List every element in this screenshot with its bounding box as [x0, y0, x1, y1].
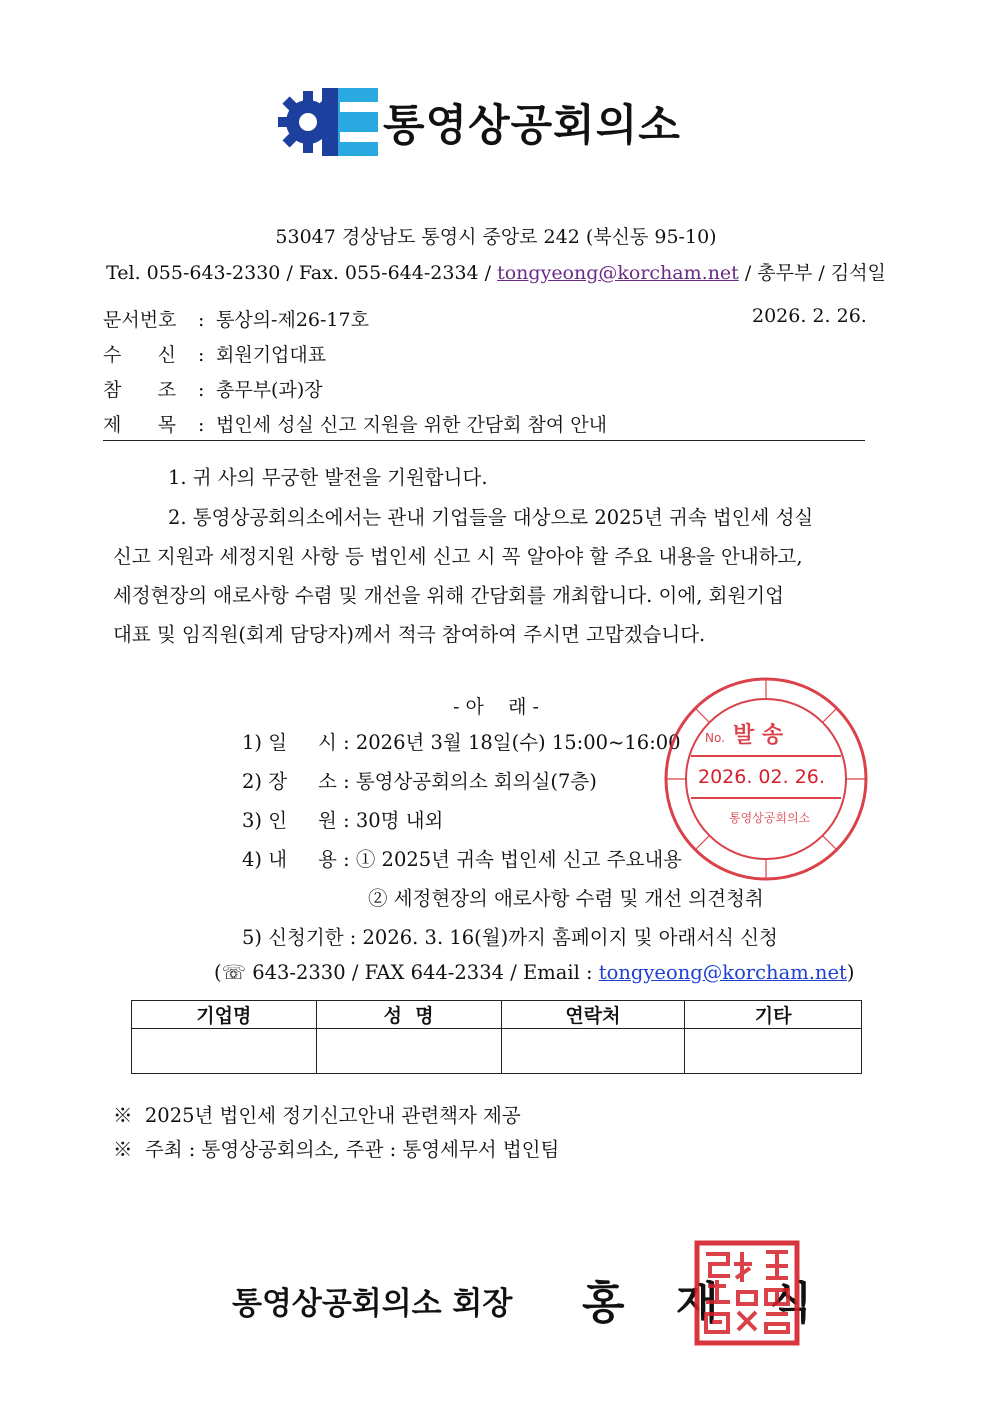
doc-number-label: 문서번호	[103, 309, 177, 331]
notice-email-link[interactable]: tongyeong@korcham.net	[598, 961, 847, 984]
email-link[interactable]: tongyeong@korcham.net	[497, 262, 739, 284]
doc-number: 통상의-제26-17호	[216, 309, 369, 331]
recipient-row: 수 신 : 회원기업대표	[103, 340, 326, 367]
recipient-label: 수 신	[103, 344, 176, 366]
stamp-no: No.	[705, 731, 725, 745]
paragraph-2-line-1: 2. 통영상공회의소에서는 관내 기업들을 대상으로 2025년 귀속 법인세 성실	[168, 506, 814, 529]
notice-heading: - 아 래 -	[453, 696, 539, 718]
note-host: ※ 주최 : 통영상공회의소, 주관 : 통영세무서 법인팀	[113, 1138, 560, 1161]
paragraph-2-line-2: 신고 지원과 세정지원 사항 등 법인세 신고 시 꼭 알아야 할 주요 내용을 안내하고,	[113, 545, 803, 568]
cell-name[interactable]	[316, 1029, 501, 1074]
stamp-org: 통영상공회의소	[729, 811, 811, 825]
tel-fax: Tel. 055-643-2330 / Fax. 055-644-2334 /	[106, 262, 498, 284]
subject-row: 제 목 : 법인세 성실 신고 지원을 위한 간담회 참여 안내	[103, 410, 607, 437]
application-form-table	[131, 1000, 862, 1074]
note-booklet: ※ 2025년 법인세 정기신고안내 관련책자 제공	[113, 1104, 521, 1127]
signature-name: 홍 재 식	[582, 1278, 831, 1329]
notice-contact	[214, 961, 854, 984]
paragraph-1: 1. 귀 사의 무궁한 발전을 기원합니다.	[168, 466, 488, 489]
dept-contact: / 총무부 / 김석일	[738, 262, 886, 284]
org-contact	[0, 258, 992, 285]
org-address: 53047 경상남도 통영시 중앙로 242 (북신동 95-10)	[275, 226, 717, 248]
col-company: 기업명	[132, 1001, 317, 1029]
doc-number-row: 문서번호 : 통상의-제26-17호	[103, 305, 369, 332]
reference-label: 참 조	[103, 379, 176, 401]
notice-item-datetime: 1) 일 시 : 2026년 3월 18일(수) 15:00~16:00	[242, 731, 681, 754]
paragraph-2-line-4: 대표 및 임직원(회계 담당자)께서 적극 참여하여 주시면 고맙겠습니다.	[113, 623, 706, 646]
notice-contact-suffix: )	[846, 961, 855, 984]
col-name: 성 명	[316, 1001, 501, 1029]
official-seal	[694, 1240, 800, 1346]
signature-title: 통영상공회의소 회장	[232, 1286, 513, 1322]
logo-e-mark	[322, 88, 378, 156]
col-contact: 연락처	[501, 1001, 685, 1029]
reference: 총무부(과)장	[216, 379, 323, 401]
cell-contact[interactable]	[501, 1029, 685, 1074]
header-divider	[103, 440, 865, 441]
stamp-label: 발 송	[733, 723, 784, 748]
stamp-date: 2026. 02. 26.	[698, 766, 825, 788]
cell-company[interactable]	[132, 1029, 317, 1074]
table-row	[132, 1029, 862, 1074]
paragraph-2-line-3: 세정현장의 애로사항 수렴 및 개선을 위해 간담회를 개최합니다. 이에, 회원기업	[113, 584, 784, 607]
notice-item-place: 2) 장 소 : 통영상공회의소 회의실(7층)	[242, 770, 597, 793]
notice-item-content-2: ② 세정현장의 애로사항 수렴 및 개선 의견청취	[368, 887, 764, 910]
doc-date: 2026. 2. 26.	[752, 305, 867, 327]
col-etc: 기타	[685, 1001, 862, 1029]
subject-label: 제 목	[103, 414, 176, 436]
notice-item-content: 4) 내 용 : ① 2025년 귀속 법인세 신고 주요내용	[242, 848, 683, 871]
subject: 법인세 성실 신고 지원을 위한 간담회 참여 안내	[216, 414, 608, 436]
cell-etc[interactable]	[685, 1029, 862, 1074]
recipient: 회원기업대표	[216, 344, 327, 366]
org-name: 통영상공회의소	[383, 101, 681, 151]
notice-item-attendees: 3) 인 원 : 30명 내외	[242, 809, 444, 832]
table-header-row	[132, 1001, 862, 1029]
reference-row: 참 조 : 총무부(과)장	[103, 375, 323, 402]
notice-item-deadline: 5) 신청기한 : 2026. 3. 16(월)까지 홈페이지 및 아래서식 신청	[242, 926, 778, 949]
notice-contact-prefix: (☏ 643-2330 / FAX 644-2334 / Email :	[214, 961, 599, 984]
